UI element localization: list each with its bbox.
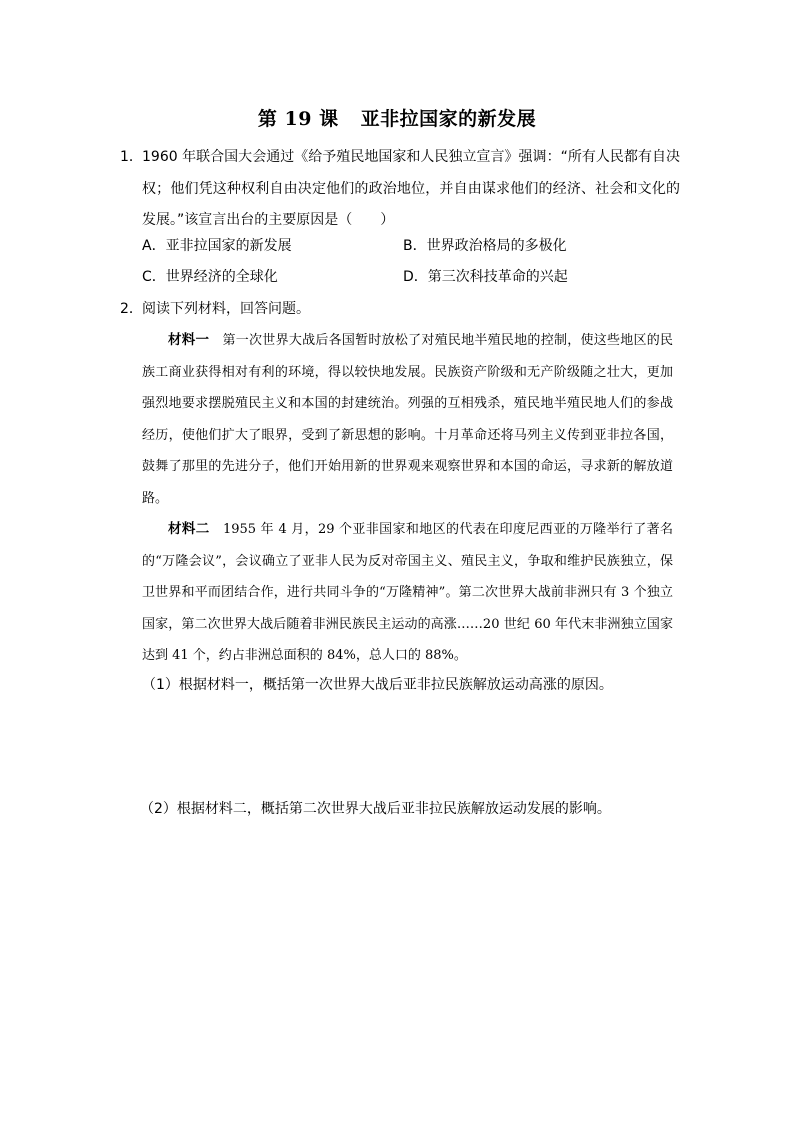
question-2-stem: 阅读下列材料，回答问题。	[142, 301, 310, 317]
sub-question-2: （2）根据材料二，概括第二次世界大战后亚非拉民族解放运动发展的影响。	[140, 801, 611, 817]
option-a: A．亚非拉国家的新发展	[142, 238, 292, 254]
option-c: C．世界经济的全球化	[142, 269, 278, 285]
question-1-number: 1．	[120, 149, 143, 165]
question-1	[120, 142, 680, 237]
material-2	[142, 514, 673, 672]
option-b: B．世界政治格局的多极化	[403, 238, 567, 254]
material-2-label: 材料二	[168, 521, 210, 537]
lesson-number: 第 19 课	[257, 108, 339, 130]
question-2	[120, 294, 680, 326]
material-2-text: 1955 年 4 月，29 个亚非国家和地区的代表在印度尼西亚的万隆举行了著名的“万隆会议”，会议确立了亚非人民为反对帝国主义、殖民主义，争取和维护民族独立，保卫世界和平而团结合作，进行共同斗争的“万隆精神”。第二次世界大战前非洲只有 3 个独立国家，第二次世界大战后随着非洲民族民主运动的高涨……20 世纪 60 年代末非洲独立国家达到 41 个，约占非洲总面积的 84%，总人口的 88%。	[142, 522, 673, 664]
material-1-text: 第一次世界大战后各国暂时放松了对殖民地半殖民地的控制，使这些地区的民族工商业获得相对有利的环境，得以较快地发展。民族资产阶级和无产阶级随之壮大，更加强烈地要求摆脱殖民主义和本国的封建统治。列强的互相残杀，殖民地半殖民地人们的参战经历，使他们扩大了眼界，受到了新思想的影响。十月革命还将马列主义传到亚非拉各国，鼓舞了那里的先进分子，他们开始用新的世界观来观察世界和本国的命运，寻求新的解放道路。	[142, 333, 673, 506]
question-2-number: 2．	[120, 301, 143, 317]
page-title	[0, 104, 794, 131]
sub-question-1: （1）根据材料一，概括第一次世界大战后亚非拉民族解放运动高涨的原因。	[142, 677, 613, 693]
option-d: D．第三次科技革命的兴起	[403, 269, 568, 285]
lesson-name: 亚非拉国家的新发展	[360, 108, 537, 130]
question-1-stem: 1960 年联合国大会通过《给予殖民地国家和人民独立宣言》强调：“所有人民都有自决权；他们凭这种权利自由决定他们的政治地位，并自由谋求他们的经济、社会和文化的发展。”该宣言出台的主要原因是（ ）	[142, 149, 680, 228]
material-1-label: 材料一	[168, 332, 210, 348]
material-1	[142, 325, 673, 515]
